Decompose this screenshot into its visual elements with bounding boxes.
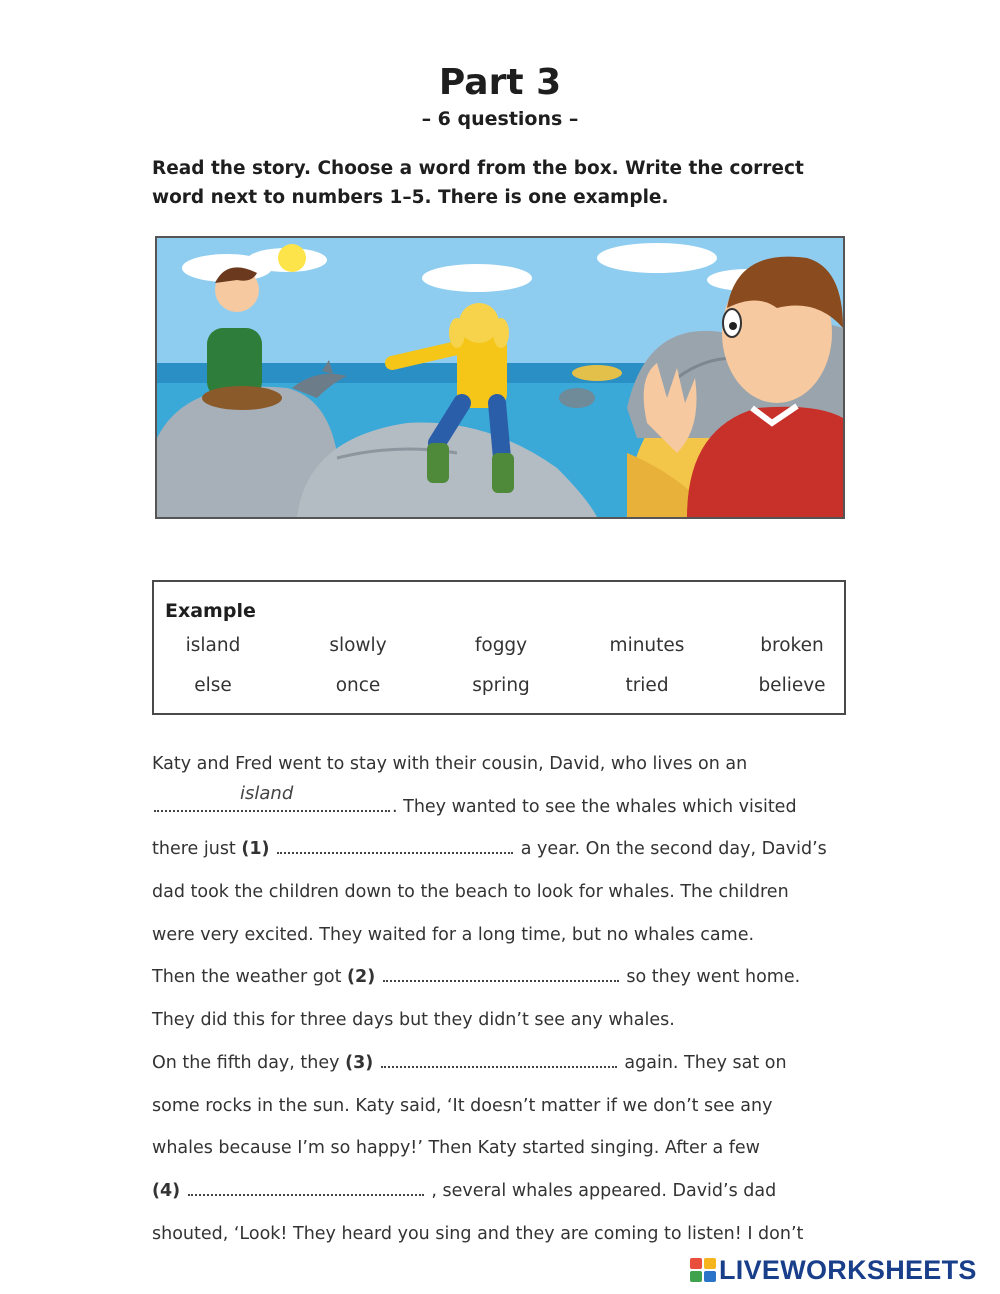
question-number-3: (3)	[345, 1052, 374, 1073]
answer-blank-3[interactable]	[381, 1048, 617, 1068]
question-number-1: (1)	[241, 839, 270, 860]
question-number-2: (2)	[347, 967, 376, 988]
page-title: Part 3	[438, 62, 562, 103]
story-line: were very excited. They waited for a long time, but no whales came.	[152, 924, 755, 945]
story-line: (4) , several whales appeared. David’s dad	[152, 1175, 852, 1218]
liveworksheets-watermark	[690, 1255, 977, 1285]
word-box	[152, 580, 846, 715]
story-line: dad took the children down to the beach to look for whales. The children	[152, 882, 789, 903]
word-option: once	[335, 675, 381, 696]
word-option: tried	[625, 675, 669, 696]
word-option: island	[185, 635, 241, 656]
story-line: On the fifth day, they (3) again. They sat on	[152, 1047, 852, 1090]
liveworksheets-logo-icon	[690, 1258, 716, 1282]
question-number-4: (4)	[152, 1180, 181, 1201]
story-line: Then the weather got (2) so they went home.	[152, 961, 852, 1004]
instructions-text: Read the story. Choose a word from the box. Write the correct word next to numbers 1–5. There is one example.	[152, 158, 804, 208]
word-option: broken	[760, 635, 824, 656]
watermark-text: LIVEWORKSHEETS	[719, 1254, 977, 1285]
story-line: some rocks in the sun. Katy said, ‘It doesn’t matter if we don’t see any	[152, 1095, 773, 1116]
beach-scene-illustration	[155, 236, 845, 519]
story-line: They did this for three days but they didn’t see any whales.	[152, 1010, 675, 1031]
word-option: believe	[758, 675, 826, 696]
example-answer-blank	[154, 782, 390, 812]
story-line: Katy and Fred went to stay with their cousin, David, who lives on an	[152, 754, 748, 774]
story-line: shouted, ‘Look! They heard you sing and they are coming to listen! I don’t	[152, 1223, 804, 1244]
story-line: island . They wanted to see the whales which visited	[152, 791, 852, 834]
word-option: spring	[472, 675, 530, 696]
example-answer: island	[240, 782, 294, 804]
page-subtitle: – 6 questions –	[421, 108, 579, 130]
word-option: else	[194, 675, 232, 696]
word-option: slowly	[329, 635, 387, 656]
word-option: foggy	[474, 635, 528, 656]
story-text	[152, 748, 852, 1260]
answer-blank-1[interactable]	[277, 834, 513, 854]
word-option: minutes	[609, 635, 685, 656]
answer-blank-2[interactable]	[383, 962, 619, 982]
answer-blank-4[interactable]	[188, 1176, 424, 1196]
story-line: there just (1) a year. On the second day, David’s	[152, 833, 852, 876]
example-label: Example	[165, 600, 256, 622]
story-line: whales because I’m so happy!’ Then Katy started singing. After a few	[152, 1138, 760, 1159]
